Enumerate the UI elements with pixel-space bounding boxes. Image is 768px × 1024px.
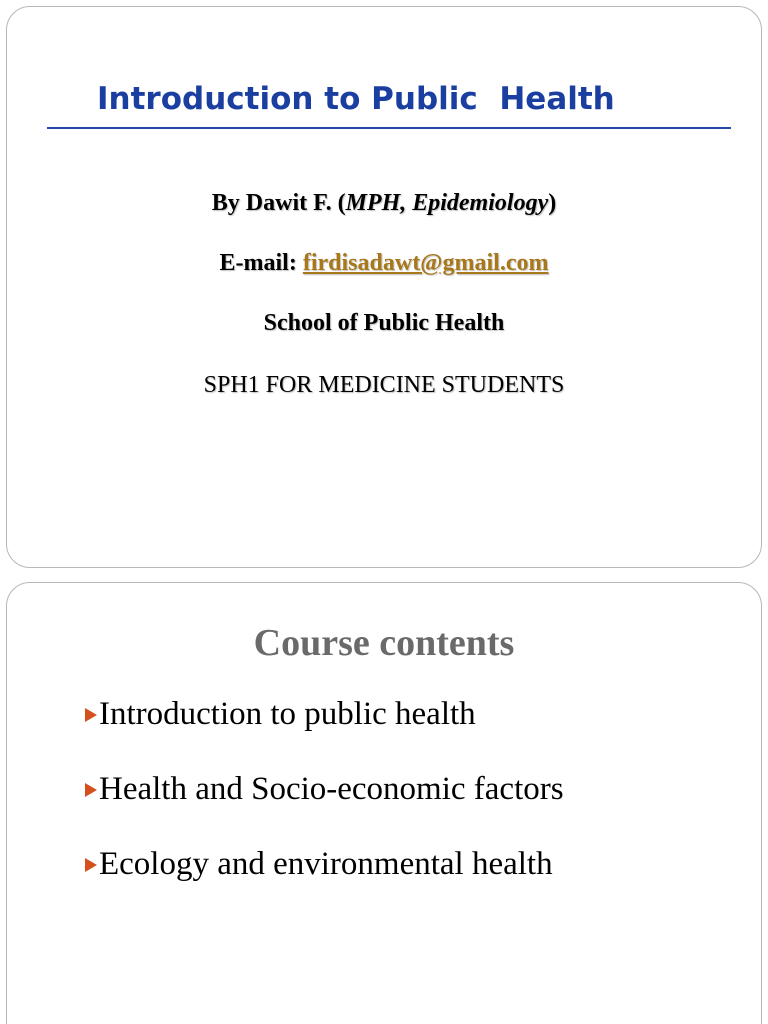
- arrow-right-icon: [85, 708, 97, 722]
- arrow-right-icon: [85, 858, 97, 872]
- title-underline: [47, 127, 731, 129]
- slide-title: Introduction to Public Health: [97, 81, 615, 117]
- author-credentials: MPH, Epidemiology: [345, 190, 549, 216]
- contents-title: Course contents: [253, 622, 515, 664]
- author-line: [7, 187, 761, 219]
- contents-slide: [6, 582, 762, 1024]
- author-suffix: ): [548, 190, 557, 216]
- author-prefix: By Dawit F. (: [211, 190, 346, 216]
- list-item: [85, 845, 564, 883]
- list-item: [85, 770, 564, 808]
- list-item-text: Introduction to public health: [99, 695, 476, 732]
- list-item-text: Health and Socio-economic factors: [99, 770, 564, 807]
- contents-list: [85, 695, 564, 920]
- email-line: [7, 247, 761, 279]
- course-code: SPH1 FOR MEDICINE STUDENTS: [203, 372, 565, 398]
- arrow-right-icon: [85, 783, 97, 797]
- list-item: [85, 695, 564, 733]
- title-slide: [6, 6, 762, 568]
- email-link[interactable]: firdisadawt@gmail.com: [302, 250, 549, 276]
- email-label: E-mail:: [219, 250, 303, 276]
- list-item-text: Ecology and environmental health: [99, 845, 553, 882]
- school-name: School of Public Health: [263, 310, 505, 336]
